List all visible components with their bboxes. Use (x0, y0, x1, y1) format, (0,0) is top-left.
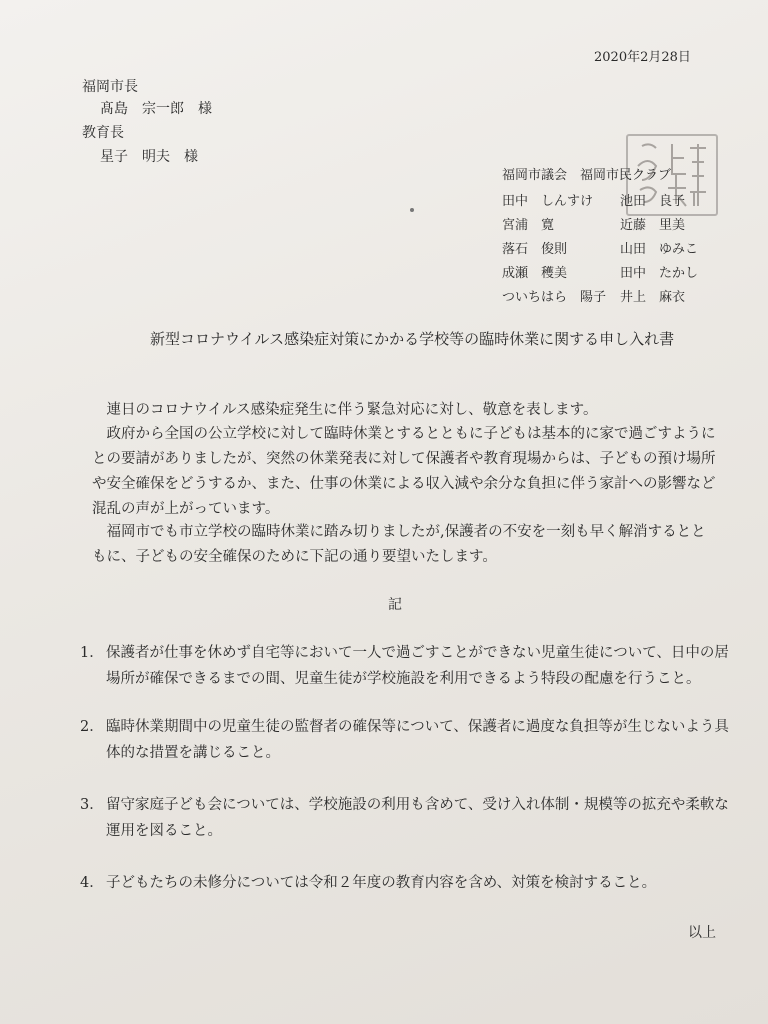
item-number: 3． (80, 797, 104, 813)
member-name: 田中 しんすけ (502, 194, 594, 209)
member-name: 田中 たかし (620, 266, 699, 281)
closing-mark: 以上 (688, 925, 716, 941)
request-item (80, 870, 730, 896)
document-title: 新型コロナウイルス感染症対策にかかる学校等の臨時休業に関する申し入れ書 (150, 330, 675, 348)
item-text: 子どもたちの未修分については令和２年度の教育内容を含め、対策を検討すること。 (106, 875, 657, 891)
body-paragraph: 連日のコロナウイルス感染症発生に伴う緊急対応に対し、敬意を表します。 (106, 402, 598, 418)
item-number: 4． (80, 875, 104, 891)
member-name: 池田 良子 (620, 194, 686, 209)
addressee-title-mayor: 福岡市長 (82, 79, 138, 95)
member-name: ついちはら 陽子 (502, 290, 607, 305)
item-text: 留守家庭子ども会については、学校施設の利用も含めて、受け入れ体制・規模等の拡充や柔軟な運用を図ること。 (106, 797, 729, 839)
ki-heading: 記 (388, 597, 402, 613)
request-item (80, 792, 730, 844)
member-name: 成瀬 穫美 (502, 266, 568, 281)
body-paragraph: 福岡市でも市立学校の臨時休業に踏み切りましたが,保護者の不安を一刻も早く解消するとともに、子どもの安全確保のために下記の通り要望いたします。 (92, 524, 706, 565)
stray-mark (410, 208, 414, 212)
member-name: 落石 俊則 (502, 242, 568, 257)
request-item (80, 640, 730, 692)
member-name: 近藤 里美 (620, 218, 686, 233)
sender-organization: 福岡市議会 福岡市民クラブ (502, 168, 672, 183)
item-number: 1． (80, 645, 104, 661)
body-paragraph: 政府から全国の公立学校に対して臨時休業とするとともに子どもは基本的に家で過ごすようにとの要請がありましたが、突然の休業発表に対して保護者や教育現場からは、子どもの預け場所や安全確保をどうするか、また、仕事の休業による収入減や余分な負担に伴う家計への影響など混乱の声が上がっています。 (92, 426, 716, 517)
document-date: 2020年2月28日 (594, 50, 691, 65)
item-text: 臨時休業期間中の児童生徒の監督者の確保等について、保護者に過度な負担等が生じないよう具体的な措置を講じること。 (106, 719, 729, 761)
item-number: 2． (80, 719, 104, 735)
addressee-name-mayor: 髙島 宗一郎 様 (100, 101, 212, 117)
item-text: 保護者が仕事を休めず自宅等において一人で過ごすことができない児童生徒について、日中の居場所が確保できるまでの間、児童生徒が学校施設を利用できるよう特段の配慮を行うこと。 (106, 645, 729, 687)
member-name: 山田 ゆみこ (620, 242, 699, 257)
member-name: 宮浦 寛 (502, 218, 555, 233)
request-item (80, 714, 730, 766)
member-name: 井上 麻衣 (620, 290, 686, 305)
addressee-title-superintendent: 教育長 (82, 125, 124, 141)
addressee-name-superintendent: 星子 明夫 様 (100, 149, 198, 165)
